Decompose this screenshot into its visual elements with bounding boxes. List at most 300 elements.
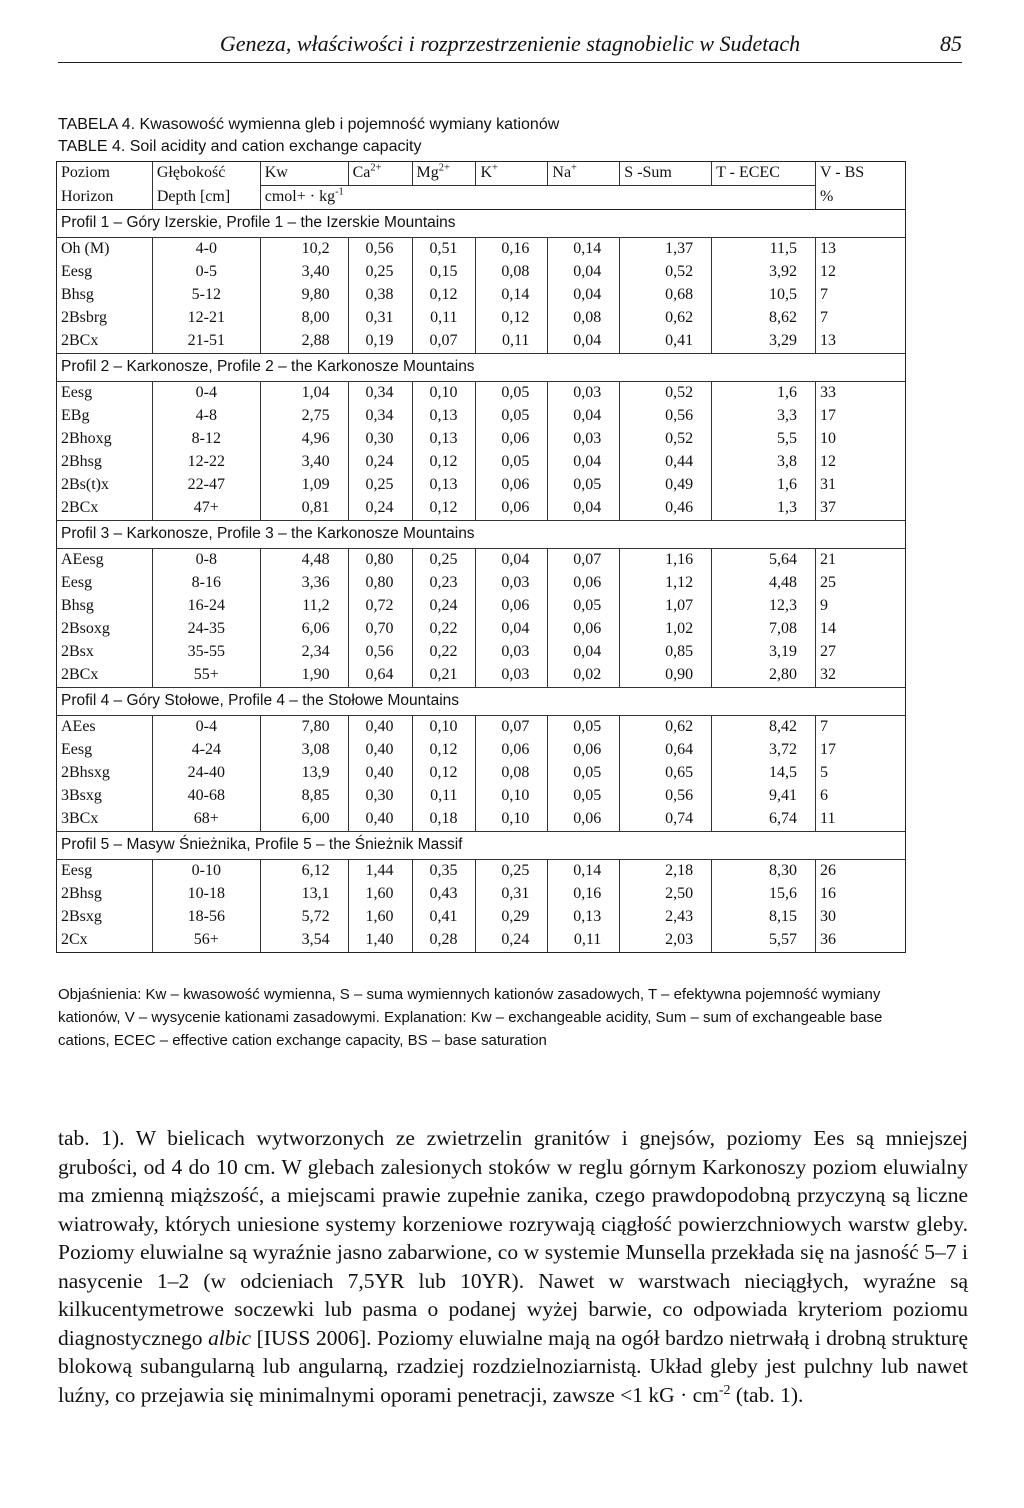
table-row [57,238,906,262]
table-row [57,572,906,595]
table-row [57,549,906,573]
table-cell: 0,18 [412,808,476,832]
header-kw: Kw [260,162,348,186]
table-cell: 13 [816,330,906,354]
table-cell: 0,06 [548,618,620,641]
table-cell: 24-40 [152,762,260,785]
table-cell: Bhsg [57,284,153,307]
table-cell: 10-18 [152,883,260,906]
table-cell: 0,51 [412,238,476,262]
table-cell: 0,80 [348,549,412,573]
table-cell: 0,06 [476,595,548,618]
table-cell: 8,30 [712,860,816,884]
table-cell: 0,05 [476,382,548,406]
table-cell: 11,5 [712,238,816,262]
table-cell: 0,04 [548,284,620,307]
table-cell: 27 [816,641,906,664]
table-cell: 31 [816,474,906,497]
table-cell: 2,75 [260,405,348,428]
table-cell: 0,16 [476,238,548,262]
table-cell: 6,06 [260,618,348,641]
table-cell: 0,12 [412,451,476,474]
table-cell: 3,3 [712,405,816,428]
table-cell: 8,15 [712,906,816,929]
table-cell: 14 [816,618,906,641]
table-cell: 0,31 [348,307,412,330]
table-row [57,474,906,497]
table-row [57,808,906,832]
table-cell: 0,06 [476,428,548,451]
table-cell: 2,03 [620,929,712,953]
table-cell: 17 [816,739,906,762]
table-cell: 0,64 [620,739,712,762]
profile-header-row [57,688,906,716]
table-cell: 0,10 [412,382,476,406]
table-cell: 2,34 [260,641,348,664]
table-cell: 7,08 [712,618,816,641]
table-cell: 0,40 [348,716,412,740]
table-cell: 1,07 [620,595,712,618]
table-cell: 3,8 [712,451,816,474]
table-cell: 0,52 [620,382,712,406]
table-cell: 4,48 [712,572,816,595]
table-row [57,716,906,740]
table-cell: 8,62 [712,307,816,330]
table-cell: 0,02 [548,664,620,688]
table-row [57,785,906,808]
table-cell: 12 [816,261,906,284]
albic-term: albic [208,1325,252,1350]
table-cell: 11,2 [260,595,348,618]
table-cell: 0,12 [412,497,476,521]
table-cell: 0,03 [476,641,548,664]
table-cell: 0,25 [348,261,412,284]
table-row [57,451,906,474]
table-cell: 0,14 [476,284,548,307]
table-cell: 3,40 [260,261,348,284]
table-cell: 0-8 [152,549,260,573]
table-row [57,883,906,906]
table-cell: 0,16 [548,883,620,906]
table-cell: 0,13 [412,428,476,451]
header-na: Na+ [548,162,620,186]
table-cell: 0,72 [348,595,412,618]
table-cell: 8,42 [712,716,816,740]
table-cell: 68+ [152,808,260,832]
table-cell: 0,05 [476,405,548,428]
table-cell: 0,70 [348,618,412,641]
table-cell: Eesg [57,382,153,406]
table-cell: 4,48 [260,549,348,573]
table-row [57,929,906,953]
table-cell: 0,12 [412,762,476,785]
table-cell: 0,41 [620,330,712,354]
profile-title: Profil 3 – Karkonosze, Profile 3 – the Karkonosze Mountains [57,521,906,549]
profile-title: Profil 4 – Góry Stołowe, Profile 4 – the Stołowe Mountains [57,688,906,716]
table-row [57,739,906,762]
table-cell: 0,49 [620,474,712,497]
table-cell: Bhsg [57,595,153,618]
table-cell: 1,02 [620,618,712,641]
table-row [57,641,906,664]
table-cell: 0,12 [412,284,476,307]
table-cell: 0,52 [620,428,712,451]
table-cell: 0,41 [412,906,476,929]
table-cell: 0,03 [476,664,548,688]
table-cell: 2,43 [620,906,712,929]
table-cell: 0,64 [348,664,412,688]
table-row [57,382,906,406]
table-cell: 0,62 [620,716,712,740]
table-row [57,307,906,330]
table-cell: 16 [816,883,906,906]
table-cell: 33 [816,382,906,406]
table-cell: 0,05 [548,785,620,808]
table-cell: 0,19 [348,330,412,354]
table-cell: 24-35 [152,618,260,641]
table-cell: 30 [816,906,906,929]
table-notes: Objaśnienia: Kw – kwasowość wymienna, S – suma wymiennych kationów zasadowych, T – efektywna pojemność wymiany kationów, V – wysycenie kationami zasadowymi. Explanation: Kw – exchangeable acidity, Sum – sum of exchangeable base cations, ECEC – effective cation exchange capacity, BS – base saturation [58,986,883,1049]
table-cell: 0,40 [348,739,412,762]
table-cell: 11 [816,808,906,832]
table-cell: 40-68 [152,785,260,808]
table-cell: 0,46 [620,497,712,521]
table-cell: 0,04 [476,618,548,641]
table-cell: 2BCx [57,330,153,354]
table-cell: 0,65 [620,762,712,785]
body-text [58,1124,968,1409]
table-cell: 0,56 [620,405,712,428]
table-cell: 0,44 [620,451,712,474]
table-cell: 36 [816,929,906,953]
table-cell: 5-12 [152,284,260,307]
table-cell: 0,11 [412,307,476,330]
table-cell: 2BCx [57,664,153,688]
table-cell: Eesg [57,739,153,762]
table-cell: 1,60 [348,883,412,906]
header-t-ecec: T - ECEC [712,162,816,186]
table-cell: 0,30 [348,428,412,451]
table-cell: 2Bhsg [57,883,153,906]
table-cell: 0,11 [476,330,548,354]
table-cell: 12-21 [152,307,260,330]
table-cell: 0,07 [548,549,620,573]
table-cell: 1,37 [620,238,712,262]
table-row [57,261,906,284]
table-cell: 0,05 [548,474,620,497]
table-body [57,210,906,953]
table-cell: 2,18 [620,860,712,884]
table-cell: 18-56 [152,906,260,929]
table-cell: 0,85 [620,641,712,664]
table-cell: 0,08 [476,261,548,284]
table-cell: 6,12 [260,860,348,884]
table-cell: 0,06 [548,739,620,762]
header-ca: $Ca^{2+}$ [348,162,412,186]
table-cell: 12,3 [712,595,816,618]
table-cell: 0,08 [476,762,548,785]
table-cell: 0,05 [548,716,620,740]
table-cell: 5,72 [260,906,348,929]
table-cell: 3,54 [260,929,348,953]
table-cell: 6 [816,785,906,808]
table-row [57,330,906,354]
table-cell: 7,80 [260,716,348,740]
table-cell: 0,24 [348,497,412,521]
table-cell: 0,10 [476,808,548,832]
table-cell: 0,13 [412,405,476,428]
table-caption [58,114,559,158]
table-cell: Eesg [57,860,153,884]
table-cell: 1,12 [620,572,712,595]
table-cell: 2Bsbrg [57,307,153,330]
table-cell: 5 [816,762,906,785]
table-cell: 0,21 [412,664,476,688]
table-cell: 0,13 [412,474,476,497]
table-cell: 0,62 [620,307,712,330]
table-cell: 0,07 [476,716,548,740]
table-cell: 0,05 [476,451,548,474]
table-cell: 32 [816,664,906,688]
body-paragraph: tab. 1). W bielicach wytworzonych ze zwietrzelin granitów i gnejsów, poziomy Ees są mniejszej grubości, od 4 do 10 cm. W glebach zalesionych stoków w reglu górnym Karkonoszy poziom eluwialny ma zmienną miąższość, a miejscami prawie zupełnie zanika, czego prawdopodobną przyczyną są liczne wiatrowały, których uniesione systemy korzeniowe rozrywają ciągłość powierzchniowych warstw gleby. Poziomy eluwialne są wyraźnie jasno zabarwione, co w systemie Munsella przekłada się na jasność 5–7 i nasycenie 1–2 (w odcieniach 7,5YR lub 10YR). Nawet w warstwach nieciągłych, wyraźne są kilkucentymetrowe soczewki lub pasma o podanej wyżej barwie, co odpowiada kryteriom poziomu diagnostycznego albic [IUSS 2006]. Poziomy eluwialne mają na ogół bardzo nietrwałą i drobną strukturę blokową subangularną lub angularną, rzadziej rozdzielnoziarnistą. Układ gleby jest pulchny lub nawet luźny, co przejawia się minimalnymi oporami penetracji, zawsze <1 kG · $cm^{-2}$ (tab. 1). [58,1126,968,1407]
table-cell: 0,04 [548,405,620,428]
header-depth-pl: Głębokość [152,162,260,186]
profile-title: Profil 5 – Masyw Śnieżnika, Profile 5 – the Śnieżnik Massif [57,832,906,860]
profile-header-row [57,832,906,860]
table-cell: 0-5 [152,261,260,284]
table-cell: 0,03 [548,428,620,451]
table-cell: 3,36 [260,572,348,595]
table-cell: 0,14 [548,238,620,262]
profile-header-row [57,354,906,382]
table-cell: 9 [816,595,906,618]
table-cell: 0,34 [348,382,412,406]
table-cell: 17 [816,405,906,428]
table-cell: 1,04 [260,382,348,406]
header-v-bs: V - BS [816,162,906,186]
profile-header-row [57,521,906,549]
table-cell: 0,04 [548,641,620,664]
table-cell: 0,07 [412,330,476,354]
table-cell: 0,81 [260,497,348,521]
table-cell: 0,25 [412,549,476,573]
header-s-sum: S -Sum [620,162,712,186]
table-row [57,860,906,884]
table-cell: 0,56 [348,641,412,664]
table-cell: 2Bhoxg [57,428,153,451]
table-cell: 3,92 [712,261,816,284]
table-cell: 5,5 [712,428,816,451]
table-cell: 13 [816,238,906,262]
table-cell: 7 [816,307,906,330]
table-cell: 0,04 [548,330,620,354]
table-cell: 22-47 [152,474,260,497]
table-cell: 13,1 [260,883,348,906]
table-cell: 2Cx [57,929,153,953]
table-cell: 12-22 [152,451,260,474]
table-cell: 8,00 [260,307,348,330]
table-cell: 2BCx [57,497,153,521]
table-cell: 4-24 [152,739,260,762]
table-cell: EBg [57,405,153,428]
header-depth-en: Depth [cm] [152,186,260,210]
table-cell: 8-16 [152,572,260,595]
table-row [57,405,906,428]
table-cell: 12 [816,451,906,474]
table-cell: 7 [816,284,906,307]
table-cell: 13,9 [260,762,348,785]
table-cell: 4-8 [152,405,260,428]
table-cell: 2Bhsxg [57,762,153,785]
page-number: 85 [940,31,962,56]
table-cell: 4,96 [260,428,348,451]
table-cell: 0-10 [152,860,260,884]
table-cell: 3,29 [712,330,816,354]
table-cell: 0,04 [548,451,620,474]
table-cell: 0,28 [412,929,476,953]
table-cell: 0,25 [348,474,412,497]
table-cell: AEesg [57,549,153,573]
table-cell: 0,24 [412,595,476,618]
table-cell: 0,34 [348,405,412,428]
table-cell: 0,24 [348,451,412,474]
header-mg: $Mg^{2+}$ [412,162,476,186]
table-cell: 3Bsxg [57,785,153,808]
table-cell: 0,03 [548,382,620,406]
running-head-title: Geneza, właściwości i rozprzestrzenienie stagnobielic w Sudetach [219,31,801,56]
table-cell: 0,15 [412,261,476,284]
table-cell: 0,03 [476,572,548,595]
table-cell: 0,08 [548,307,620,330]
table-cell: 0,38 [348,284,412,307]
table-cell: 0,24 [476,929,548,953]
table-cell: 0,13 [548,906,620,929]
table-cell: 0,04 [548,497,620,521]
table-cell: 0,52 [620,261,712,284]
table-cell: Eesg [57,261,153,284]
table-cell: 0,04 [548,261,620,284]
table-cell: 0,25 [476,860,548,884]
table-cell: 0,40 [348,762,412,785]
header-percent: % [816,186,906,210]
table-cell: 9,80 [260,284,348,307]
header-horizon-en: Horizon [57,186,153,210]
table-cell: 0,05 [548,595,620,618]
table-cell: 21 [816,549,906,573]
table-cell: 2Bs(t)x [57,474,153,497]
header-unit: cmol+ · $kg^{-1}$ [260,186,815,210]
table-header-row-1 [57,162,906,186]
table-cell: 15,6 [712,883,816,906]
table-cell: 3BCx [57,808,153,832]
table-cell: 3,19 [712,641,816,664]
table-cell: 9,41 [712,785,816,808]
table-row [57,906,906,929]
table-cell: 0,22 [412,641,476,664]
table-caption-en: TABLE 4. Soil acidity and cation exchange capacity [58,138,422,155]
profile-header-row [57,210,906,238]
table-cell: Oh (M) [57,238,153,262]
profile-title: Profil 1 – Góry Izerskie, Profile 1 – the Izerskie Mountains [57,210,906,238]
table-cell: 25 [816,572,906,595]
table-header-row-2 [57,186,906,210]
table-cell: 0,35 [412,860,476,884]
table-cell: 2Bsx [57,641,153,664]
table-cell: 5,64 [712,549,816,573]
table-cell: 0,56 [620,785,712,808]
soil-acidity-table [56,161,906,953]
table-cell: 0,06 [548,808,620,832]
table-cell: 10,5 [712,284,816,307]
table-cell: 5,57 [712,929,816,953]
table-cell: 55+ [152,664,260,688]
table-cell: 4-0 [152,238,260,262]
table-cell: 0,11 [412,785,476,808]
table-cell: 0,06 [476,497,548,521]
table-cell: 14,5 [712,762,816,785]
table-cell: 3,72 [712,739,816,762]
table-cell: 8,85 [260,785,348,808]
table-cell: Eesg [57,572,153,595]
table-cell: 0,06 [476,739,548,762]
table-cell: 35-55 [152,641,260,664]
running-head [58,30,962,63]
table-cell: 0,43 [412,883,476,906]
table-caption-pl: TABELA 4. Kwasowość wymienna gleb i pojemność wymiany kationów [58,116,560,133]
table-cell: 3,08 [260,739,348,762]
table-cell: 8-12 [152,428,260,451]
table-cell: 0,10 [412,716,476,740]
table-row [57,762,906,785]
table-cell: 16-24 [152,595,260,618]
table-cell: 0,80 [348,572,412,595]
profile-title: Profil 2 – Karkonosze, Profile 2 – the Karkonosze Mountains [57,354,906,382]
table-cell: 2Bsxg [57,906,153,929]
table-cell: 1,6 [712,382,816,406]
table-cell: 2,80 [712,664,816,688]
table-row [57,497,906,521]
table-cell: 0,14 [548,860,620,884]
table-cell: 1,09 [260,474,348,497]
table-cell: 0,12 [476,307,548,330]
table-cell: 0,29 [476,906,548,929]
table-row [57,284,906,307]
table-cell: 1,16 [620,549,712,573]
table-cell: 0,05 [548,762,620,785]
table-cell: 47+ [152,497,260,521]
table-cell: 0,04 [476,549,548,573]
table-cell: 2,88 [260,330,348,354]
table-cell: 6,74 [712,808,816,832]
table-cell: 1,40 [348,929,412,953]
table-cell: 1,6 [712,474,816,497]
table-cell: AEes [57,716,153,740]
table-cell: 21-51 [152,330,260,354]
table-cell: 7 [816,716,906,740]
table-cell: 0,74 [620,808,712,832]
table-cell: 37 [816,497,906,521]
table-cell: 0,68 [620,284,712,307]
table-cell: 0,12 [412,739,476,762]
table-cell: 0,40 [348,808,412,832]
table-cell: 0,06 [548,572,620,595]
table-row [57,664,906,688]
table-cell: 0,10 [476,785,548,808]
table-cell: 1,60 [348,906,412,929]
table-cell: 0,11 [548,929,620,953]
table-cell: 0-4 [152,716,260,740]
table-cell: 26 [816,860,906,884]
